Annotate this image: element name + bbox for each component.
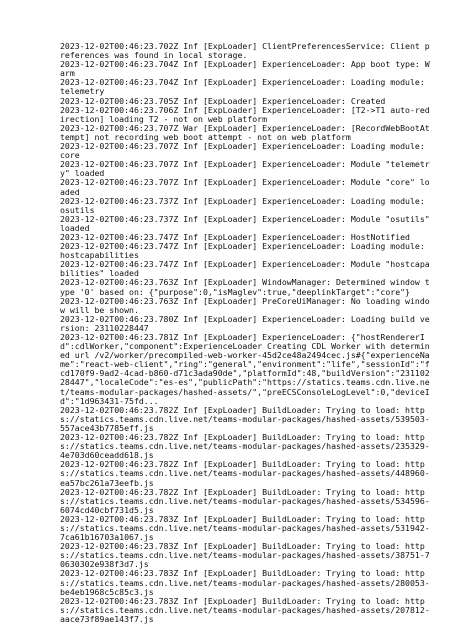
- log-line: 2023-12-02T00:46:23.747Z Inf [ExpLoader] ExperienceLoader: Loading module: hostcapabilities: [60, 241, 430, 261]
- log-line: 2023-12-02T00:46:23.783Z Inf [ExpLoader] BuildLoader: Trying to load: https://statics.teams.cdn.live.net/teams-modular-packages/hashed-assets/38751-70630302e938f3d7.js: [60, 541, 430, 570]
- log-line: 2023-12-02T00:46:23.704Z Inf [ExpLoader] ExperienceLoader: App boot type: Warm: [60, 59, 430, 79]
- log-line: 2023-12-02T00:46:23.707Z Inf [ExpLoader] ExperienceLoader: Module "core" loaded: [60, 177, 430, 197]
- log-line: 2023-12-02T00:46:23.783Z Inf [ExpLoader] BuildLoader: Trying to load: https://statics.teams.cdn.live.net/teams-modular-packages/hashed-assets/207812-aace73f89ae143f7.js: [60, 595, 430, 624]
- log-line: 2023-12-02T00:46:23.707Z War [ExpLoader] ExperienceLoader: [RecordWebBootAttempt] not recording web boot attempt - not on web platform: [60, 122, 430, 142]
- log-line: 2023-12-02T00:46:23.704Z Inf [ExpLoader] ExperienceLoader: Loading module: telemetry: [60, 77, 430, 97]
- log-line: 2023-12-02T00:46:23.783Z Inf [ExpLoader] BuildLoader: Trying to load: https://statics.teams.cdn.live.net/teams-modular-packages/hashed-assets/531942-7ca61b16703a1067.js: [60, 513, 430, 543]
- log-line: 2023-12-02T00:46:23.780Z Inf [ExpLoader] ExperienceLoader: Loading build version: 23110228447: [60, 313, 430, 333]
- log-line: 2023-12-02T00:46:23.705Z Inf [ExpLoader] ExperienceLoader: Created: [60, 95, 386, 106]
- log-line: 2023-12-02T00:46:23.706Z Inf [ExpLoader] ExperienceLoader: [T2->T1 auto-redirection] loading T2 - not on web platform: [60, 104, 430, 124]
- log-line: 2023-12-02T00:46:23.782Z Inf [ExpLoader] BuildLoader: Trying to load: https://statics.teams.cdn.live.net/teams-modular-packages/hashed-assets/534596-6074cd40cbf731d5.js: [60, 486, 430, 515]
- log-line: 2023-12-02T00:46:23.707Z Inf [ExpLoader] ExperienceLoader: Loading module: core: [60, 141, 430, 161]
- log-line: 2023-12-02T00:46:23.747Z Inf [ExpLoader] ExperienceLoader: HostNotified: [60, 231, 410, 242]
- log-line: 2023-12-02T00:46:23.763Z Inf [ExpLoader] WindowManager: Determined window type '0' based on: {"purpose":0,"isMaglev":true,"deeplinkTarget":"core"}: [60, 277, 430, 297]
- log-line: 2023-12-02T00:46:23.737Z Inf [ExpLoader] ExperienceLoader: Module "osutils" loaded: [60, 213, 435, 233]
- log-line: 2023-12-02T00:46:23.782Z Inf [ExpLoader] BuildLoader: Trying to load: https://statics.teams.cdn.live.net/teams-modular-packages/hashed-assets/448960-ea57bc261a73eefb.js: [60, 459, 430, 488]
- log-line: 2023-12-02T00:46:23.782Z Inf [ExpLoader] BuildLoader: Trying to load: https://statics.teams.cdn.live.net/teams-modular-packages/hashed-assets/235329-4e703d60ceadd618.js: [60, 432, 430, 461]
- log-line: 2023-12-02T00:46:23.783Z Inf [ExpLoader] BuildLoader: Trying to load: https://statics.teams.cdn.live.net/teams-modular-packages/hashed-assets/280053-be4eb1968c5c85c3.js: [60, 568, 430, 597]
- log-line: 2023-12-02T00:46:23.707Z Inf [ExpLoader] ExperienceLoader: Module "telemetry" loaded: [60, 159, 430, 179]
- log-line: 2023-12-02T00:46:23.782Z Inf [ExpLoader] BuildLoader: Trying to load: https://statics.teams.cdn.live.net/teams-modular-packages/hashed-assets/539503-557ace43b7785eff.js: [60, 404, 430, 433]
- log-document: [60, 41, 435, 624]
- log-line: 2023-12-02T00:46:23.781Z Inf [ExpLoader] ExperienceLoader: {"hostRendererId":cdlWorker,"component":ExperienceLoader Creating CDL Worker with determined url /v2/worker/precompiled-web-worker-45d2ce48a2494cec.js#{"experienceName":"react-web-client","ring":"general","environment":"life","sessionId":"fcd170f9-9ad2-4cad-b860-d71c3ada90de","platformId":48,"buildVersion":"23110228447","localeCode":"es-es","publicPath":"https://statics.teams.cdn.live.net/teams-modular-packages/hashed-assets/","preECSConsoleLogLevel":0,"deviceId":"1d963431-75fd...: [60, 332, 430, 406]
- log-line: 2023-12-02T00:46:23.737Z Inf [ExpLoader] ExperienceLoader: Loading module: osutils: [60, 195, 430, 215]
- log-line: 2023-12-02T00:46:23.763Z Inf [ExpLoader] PreCoreUiManager: No loading window will be shown.: [60, 295, 430, 315]
- log-line: 2023-12-02T00:46:23.747Z Inf [ExpLoader] ExperienceLoader: Module "hostcapabilities" loaded: [60, 259, 430, 279]
- log-line: 2023-12-02T00:46:23.702Z Inf [ExpLoader] ClientPreferencesService: Client preferences was found in local storage.: [60, 41, 430, 61]
